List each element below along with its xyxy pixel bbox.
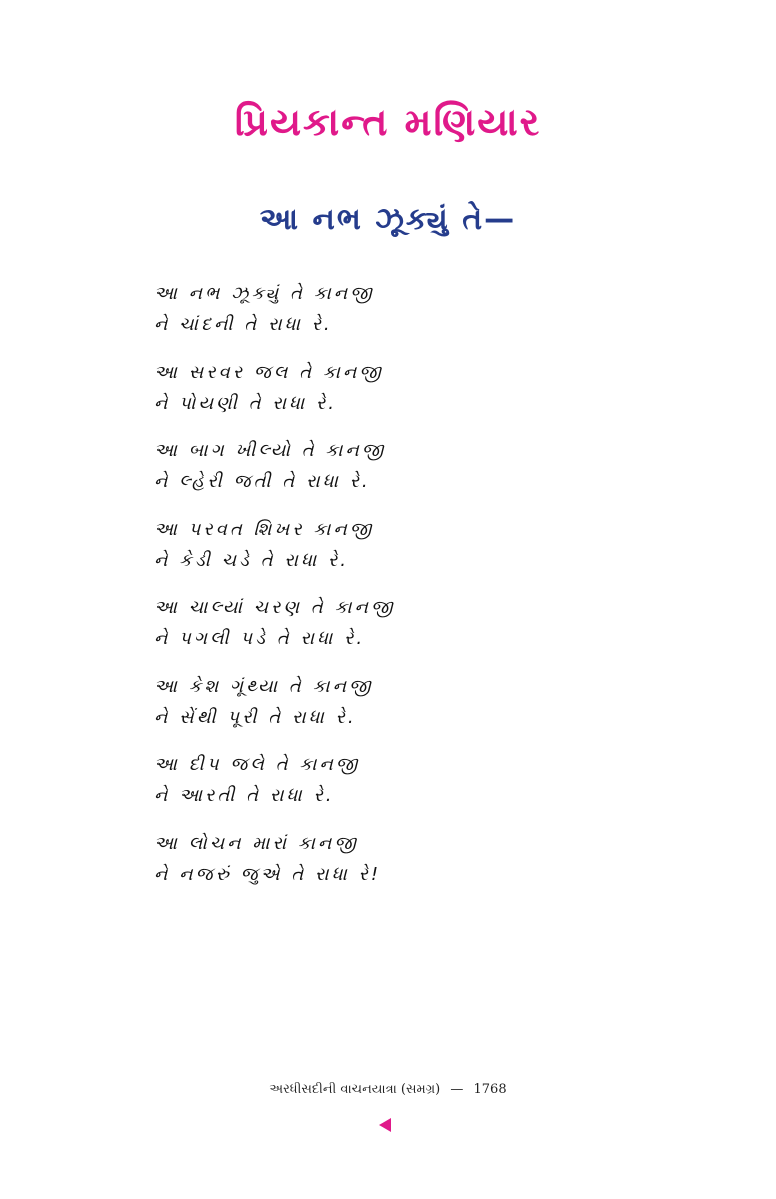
book-title: અરધીસદીની વાચનયાત્રા (સમગ્ર): [269, 1082, 441, 1097]
stanza-2: [154, 357, 634, 436]
poem-line: આ પરવત શિખર કાનજી: [154, 518, 375, 540]
poem-line: ને લ્હેરી જતી તે રાધા રે.: [154, 471, 371, 492]
poem-line: ને સેંથી પૂરી તે રાધા રે.: [154, 706, 357, 728]
poem-line: આ સરવર જલ તે કાનજી: [154, 361, 384, 383]
poem-line: ને નજરું જુએ તે રાધા રે!: [154, 863, 382, 885]
poem-line: આ લોચન મારાં કાનજી: [154, 832, 359, 854]
poet-name: પ્રિયકાન્ત મણિયાર: [234, 100, 542, 144]
poem-line: ને પગલી પડે તે રાધા રે.: [154, 628, 366, 649]
poem-line: આ નભ ઝૂક્યું તે કાનજી: [154, 283, 375, 304]
poem-line: ને ચાંદની તે રાધા રે.: [154, 314, 333, 335]
poem-line: આ દીપ જલે તે કાનજી: [154, 754, 361, 775]
poem-line: આ ચાલ્યાં ચરણ તે કાનજી: [154, 597, 396, 618]
stanza-4: [154, 514, 634, 593]
poem-line: ને આરતી તે રાધા રે.: [154, 785, 335, 806]
poem-body: [154, 278, 634, 906]
poem-line: આ બાગ ખીલ્યો તે કાનજી: [154, 440, 387, 461]
poem-line: ને કેડી ચડે તે રાધા રે.: [154, 549, 349, 571]
stanza-1: [154, 278, 634, 357]
poem-title: આ નભ ઝૂક્યું તે—: [259, 202, 517, 237]
page-number: 1768: [473, 1082, 507, 1097]
previous-page-icon[interactable]: [379, 1118, 391, 1132]
footer-separator: —: [450, 1082, 464, 1097]
poem-line: આ કેશ ગૂંથ્યા તે કાનજી: [154, 675, 374, 697]
stanza-5: [154, 592, 634, 671]
stanza-7: [154, 749, 634, 828]
stanza-6: [154, 671, 634, 750]
page-footer: [0, 1082, 776, 1097]
stanza-8: [154, 828, 634, 907]
poem-line: ને પોયણી તે રાધા રે.: [154, 392, 337, 414]
stanza-3: [154, 435, 634, 514]
